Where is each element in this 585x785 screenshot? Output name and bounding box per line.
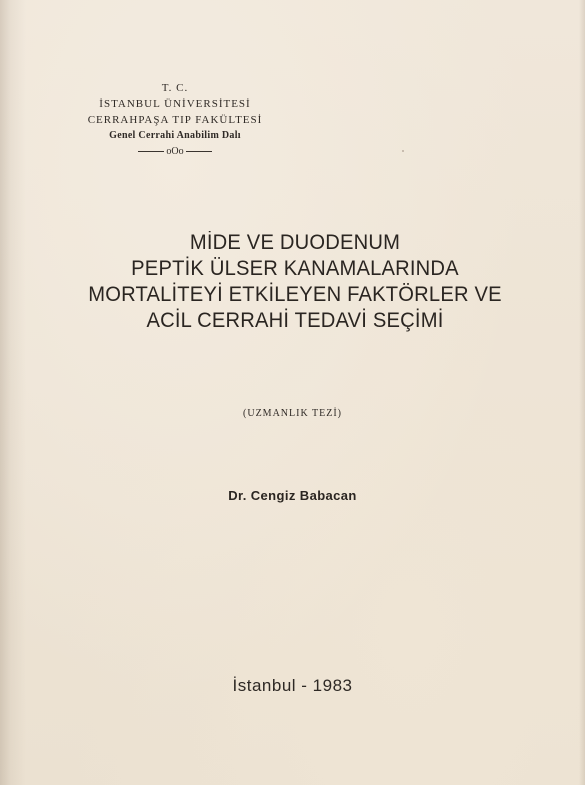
page-left-shadow <box>0 0 26 785</box>
thesis-type: (UZMANLIK TEZİ) <box>243 408 342 419</box>
place-and-year: İstanbul - 1983 <box>232 676 353 695</box>
title-line: ACİL CERRAHİ TEDAVİ SEÇİMİ <box>146 309 444 332</box>
institution-header <box>80 80 270 160</box>
page-right-edge <box>579 0 585 785</box>
header-department: Genel Cerrahi Anabilim Dalı <box>109 130 241 141</box>
header-faculty: CERRAHPAŞA TIP FAKÜLTESİ <box>87 114 263 126</box>
paper-speck <box>402 150 404 152</box>
thesis-title <box>69 230 520 334</box>
header-ornament: oOo <box>80 144 270 160</box>
title-line: MİDE VE DUODENUM <box>189 231 401 254</box>
header-university: İSTANBUL ÜNİVERSİTESİ <box>99 98 251 110</box>
title-line: PEPTİK ÜLSER KANAMALARINDA <box>131 257 459 280</box>
title-line: MORTALİTEYİ ETKİLEYEN FAKTÖRLER VE <box>88 283 502 306</box>
author-name: Dr. Cengiz Babacan <box>228 488 357 503</box>
header-country: T. C. <box>161 82 189 94</box>
